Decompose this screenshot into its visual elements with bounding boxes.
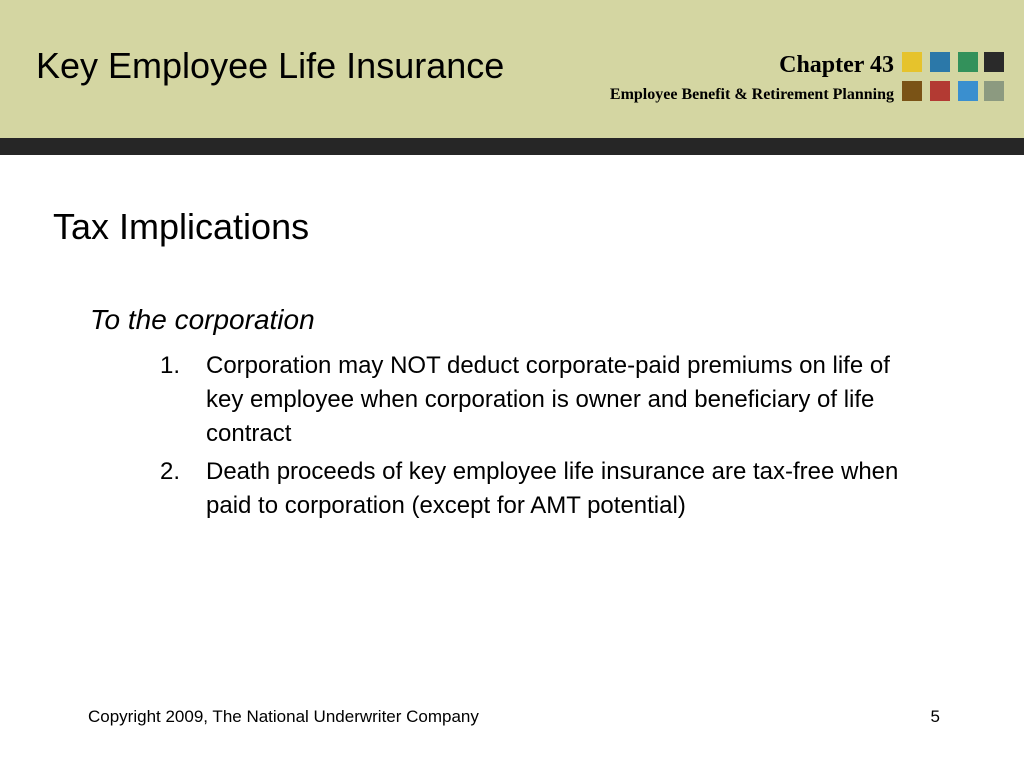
header-divider-bar <box>0 138 1024 155</box>
book-title: Employee Benefit & Retirement Planning <box>609 86 894 103</box>
swatch-light-blue <box>958 81 978 101</box>
swatch-yellow <box>902 52 922 72</box>
swatch-red <box>930 81 950 101</box>
list-item <box>160 455 920 523</box>
slide-header <box>0 0 1024 138</box>
swatch-green <box>958 52 978 72</box>
subheading: To the corporation <box>90 304 315 335</box>
list-item-text: Corporation may NOT deduct corporate-paid premiums on life of key employee when corporation is owner and beneficiary of life contract <box>206 352 890 447</box>
section-heading: Tax Implications <box>53 206 310 247</box>
page-number: 5 <box>930 707 940 726</box>
swatch-black <box>984 52 1004 72</box>
list-item-text: Death proceeds of key employee life insurance are tax-free when paid to corporation (except for AMT potential) <box>206 458 899 519</box>
swatch-blue <box>930 52 950 72</box>
copyright-notice: Copyright 2009, The National Underwriter Company <box>88 707 479 726</box>
color-swatch-logo <box>902 52 1006 102</box>
list-item-number: 1. <box>160 352 181 379</box>
chapter-label: Chapter 43 <box>779 52 894 78</box>
slide-title: Key Employee Life Insurance <box>36 45 505 86</box>
list-item-number: 2. <box>160 458 181 485</box>
list-item <box>160 349 920 451</box>
swatch-gray-green <box>984 81 1004 101</box>
swatch-brown <box>902 81 922 101</box>
numbered-list <box>160 349 920 527</box>
